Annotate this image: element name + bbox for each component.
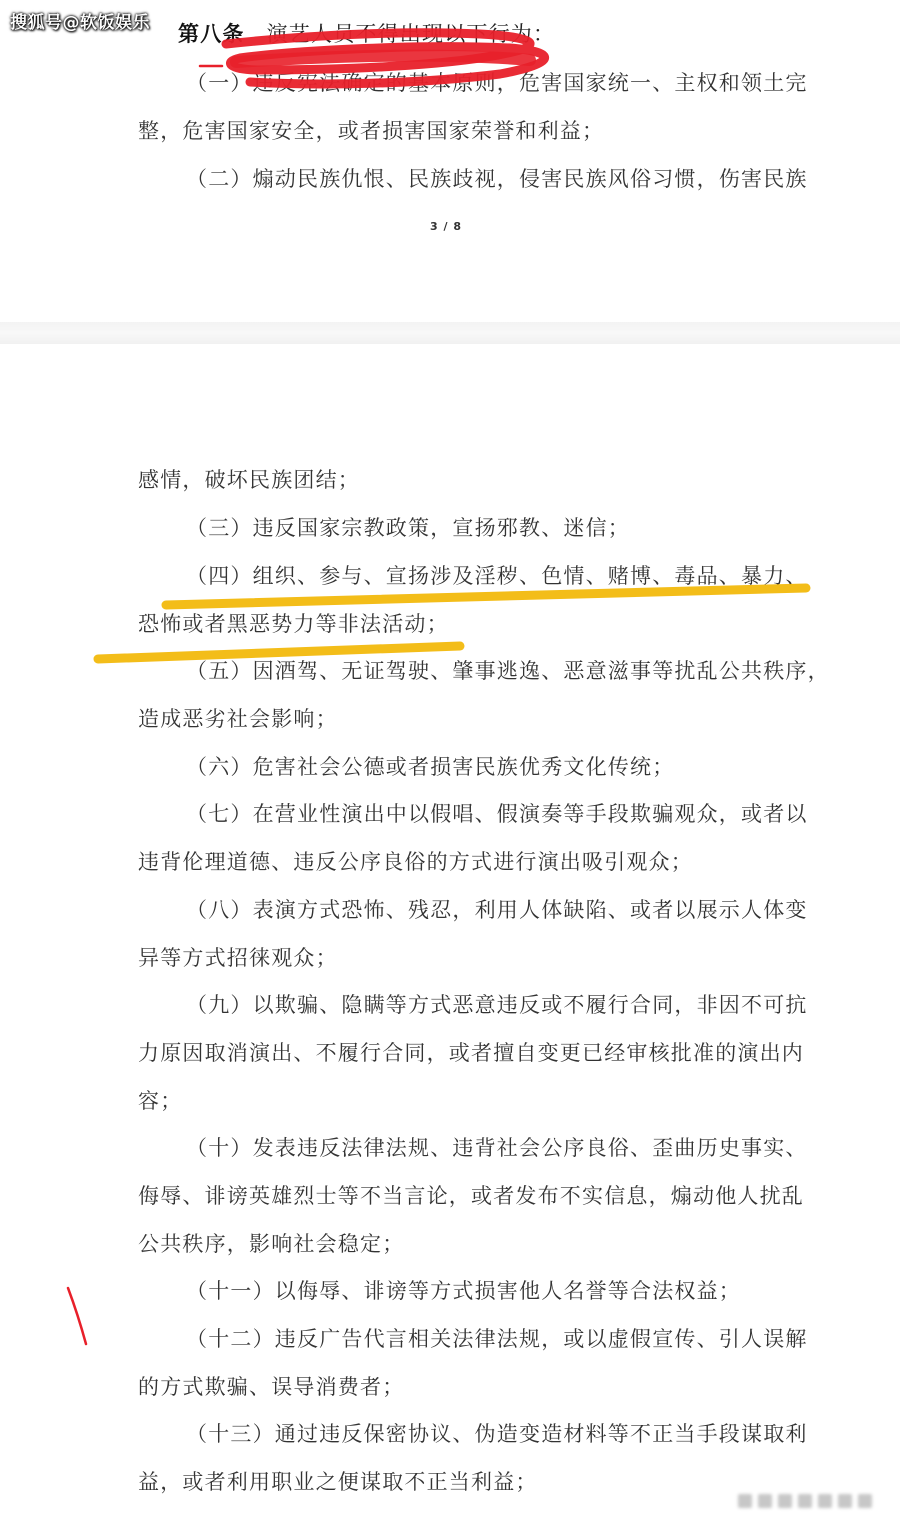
page-separator [0,322,900,344]
clause-line: 侮辱、诽谤英雄烈士等不当言论，或者发布不实信息，煽动他人扰乱 [138,1184,804,1208]
clause-line: 整，危害国家安全，或者损害国家荣誉和利益； [138,119,605,143]
clause-line: （十）发表违反法律法规、违背社会公序良俗、歪曲历史事实、 [186,1136,808,1160]
page-number: 3 / 8 [430,220,462,233]
clause-line: 异等方式招徕观众； [138,946,338,970]
clause-line: （四）组织、参与、宣扬涉及淫秽、色情、赌博、毒品、暴力、 [186,564,808,588]
clause-line: 公共秩序，影响社会稳定； [138,1232,405,1256]
sohu-watermark: 搜狐号@软饭娱乐 [10,13,150,33]
clause-line: 感情，破坏民族团结； [138,468,360,492]
clause-line: （七）在营业性演出中以假唱、假演奏等手段欺骗观众，或者以 [186,802,808,826]
article-heading [178,20,555,48]
article-number: 第八条 [178,22,245,46]
clause-line: 益，或者利用职业之便谋取不正当利益； [138,1470,538,1494]
clause-line: 违背伦理道德、违反公序良俗的方式进行演出吸引观众； [138,850,693,874]
document-page-top [0,0,900,322]
clause-line: 造成恶劣社会影响； [138,707,338,731]
clause-line: 容； [138,1089,183,1113]
clause-line: （六）危害社会公德或者损害民族优秀文化传统； [186,755,675,779]
clause-line: （二）煽动民族仇恨、民族歧视，侵害民族风俗习惯，伤害民族 [186,167,808,191]
clause-line: （三）违反国家宗教政策，宣扬邪教、迷信； [186,516,630,540]
clause-line: （八）表演方式恐怖、残忍，利用人体缺陷、或者以展示人体变 [186,898,808,922]
clause-line: （九）以欺骗、隐瞒等方式恶意违反或不履行合同，非因不可抗 [186,993,808,1017]
clause-line: 恐怖或者黑恶势力等非法活动； [138,612,449,636]
clause-line: （一）违反宪法确定的基本原则，危害国家统一、主权和领土完 [186,71,808,95]
clause-line: （十三）通过违反保密协议、伪造变造材料等不正当手段谋取利 [186,1422,808,1446]
clause-line: 力原因取消演出、不履行合同，或者擅自变更已经审核批准的演出内 [138,1041,804,1065]
clause-line: （十一）以侮辱、诽谤等方式损害他人名誉等合法权益； [186,1279,741,1303]
article-heading-text: 演艺人员不得出现以下行为： [266,22,556,46]
clause-line: （十二）违反广告代言相关法律法规，或以虚假宣传、引人误解 [186,1327,808,1351]
document-page-bottom [0,344,900,1517]
clause-line: 的方式欺骗、误导消费者； [138,1375,405,1399]
blurred-watermark [738,1492,898,1510]
clause-line: （五）因酒驾、无证驾驶、肇事逃逸、恶意滋事等扰乱公共秩序， [186,659,830,683]
